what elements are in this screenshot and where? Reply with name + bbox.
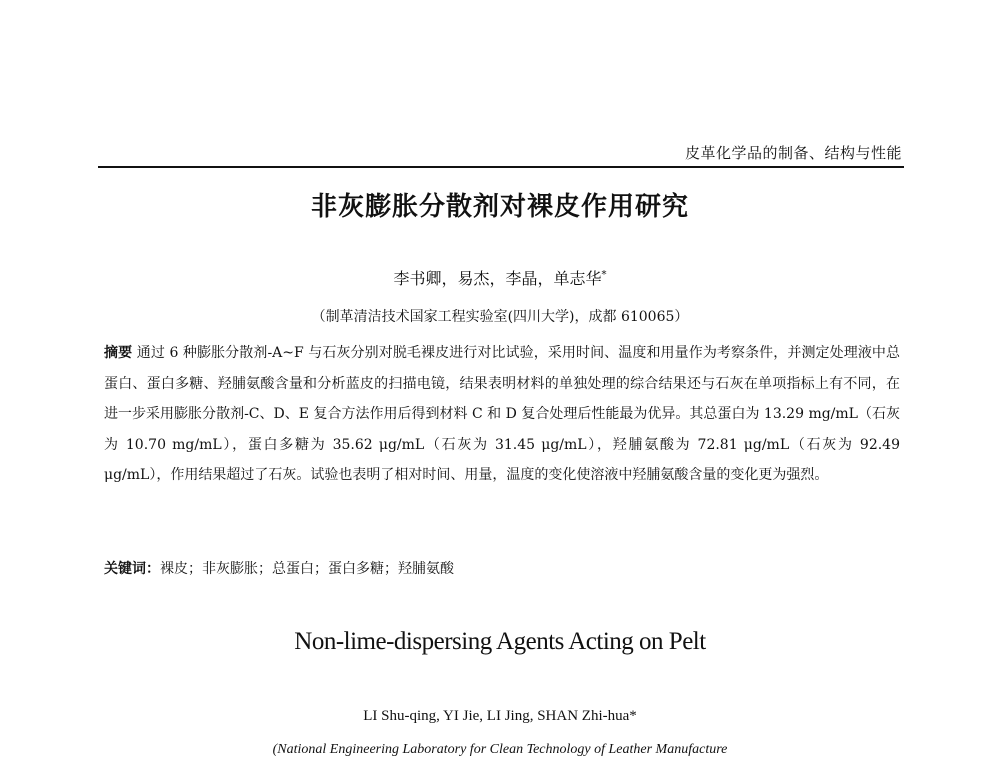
english-title: Non-lime-dispersing Agents Acting on Pelt	[294, 628, 706, 655]
english-authors: LI Shu-qing, YI Jie, LI Jing, SHAN Zhi-hua*	[363, 708, 637, 724]
author-line	[0, 266, 1000, 289]
keywords-label: 关键词：	[104, 561, 160, 577]
header-rule	[98, 166, 904, 168]
abstract	[104, 338, 900, 491]
affiliation: （制革清洁技术国家工程实验室(四川大学)，成都 610065）	[311, 309, 689, 325]
running-head: 皮革化学品的制备、结构与性能	[684, 144, 902, 162]
abstract-text: 通过 6 种膨胀分散剂-A~F 与石灰分别对脱毛裸皮进行对比试验，采用时间、温度和用量作为考察条件，并测定处理液中总蛋白、蛋白多糖、羟脯氨酸含量和分析蓝皮的扫描电镜，结果表明材料的单独处理的综合结果还与石灰在单项指标上有不同，在进一步采用膨胀分散剂-C、D、E 复合方法作用后得到材料 C 和 D 复合处理后性能最为优异。其总蛋白为 13.29 mg/mL（石灰为 10.70 mg/mL），蛋白多糖为 35.62 μg/mL（石灰为 31.45 μg/mL），羟脯氨酸为 72.81 μg/mL（石灰为 92.49 μg/mL），作用结果超过了石灰。试验也表明了相对时间、用量，温度的变化使溶液中羟脯氨酸含量的变化更为强烈。	[104, 345, 900, 483]
author-names: 李书卿，易杰，李晶，单志华	[393, 269, 602, 288]
abstract-label: 摘要	[104, 345, 133, 361]
keywords	[104, 558, 900, 578]
keywords-text: 裸皮；非灰膨胀；总蛋白；蛋白多糖；羟脯氨酸	[160, 561, 454, 577]
english-affiliation: (National Engineering Laboratory for Clean Technology of Leather Manufacture	[272, 742, 728, 757]
paper-title: 非灰膨胀分散剂对裸皮作用研究	[310, 192, 689, 222]
corresponding-mark: *	[601, 269, 607, 281]
